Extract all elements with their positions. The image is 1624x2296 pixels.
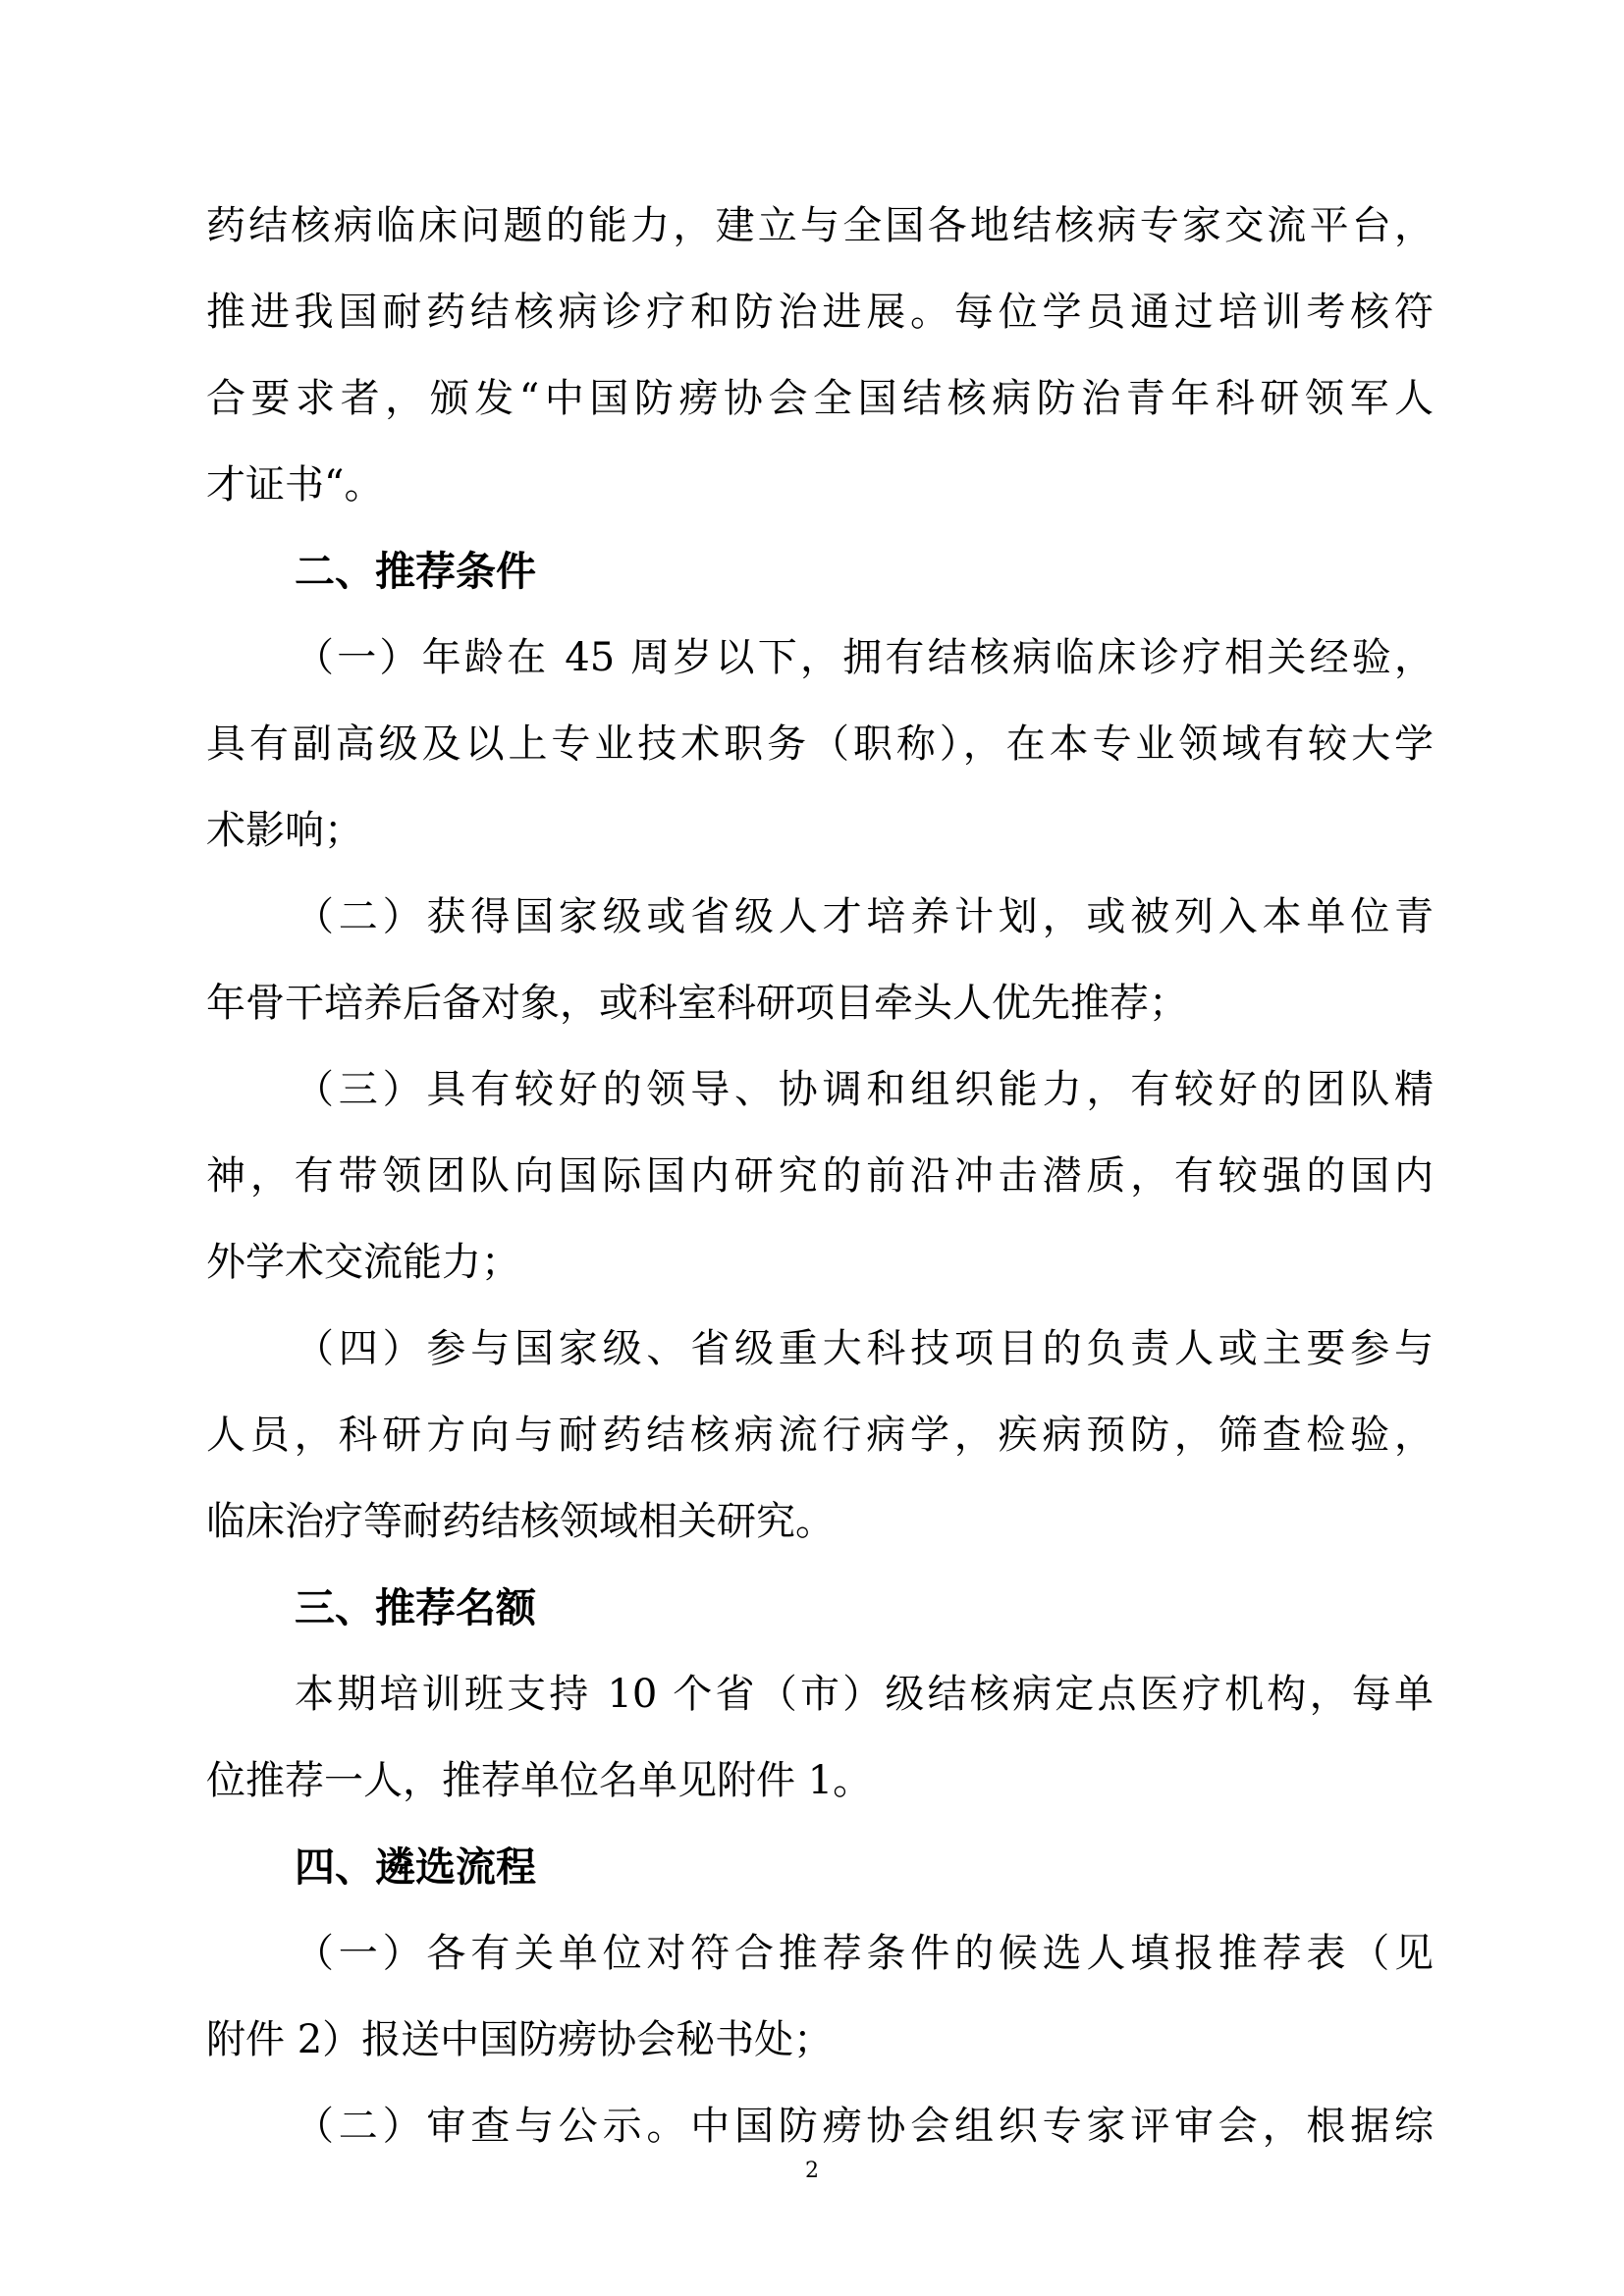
condition-2-line-1: （二）获得国家级或省级人才培养计划，或被列入本单位青 bbox=[295, 894, 1434, 939]
condition-1-line-3: 术影响； bbox=[206, 808, 363, 853]
condition-4-line-3: 临床治疗等耐药结核领域相关研究。 bbox=[206, 1499, 835, 1544]
continuation-line-4: 才证书“。 bbox=[206, 462, 384, 507]
section-heading-recommendation-conditions: 二、推荐条件 bbox=[295, 548, 536, 595]
condition-4-line-2: 人员，科研方向与耐药结核病流行病学，疾病预防，筛查检验， bbox=[206, 1413, 1434, 1458]
process-1-line-1: （一）各有关单位对符合推荐条件的候选人填报推荐表（见 bbox=[295, 1931, 1434, 1976]
condition-2-line-2: 年骨干培养后备对象，或科室科研项目牵头人优先推荐； bbox=[206, 981, 1188, 1026]
condition-1-line-1: （一）年龄在 45 周岁以下，拥有结核病临床诊疗相关经验， bbox=[295, 635, 1434, 680]
section-heading-recommendation-quota: 三、推荐名额 bbox=[295, 1584, 536, 1631]
quota-line-1: 本期培训班支持 10 个省（市）级结核病定点医疗机构，每单 bbox=[295, 1672, 1434, 1717]
condition-3-line-1: （三）具有较好的领导、协调和组织能力，有较好的团队精 bbox=[295, 1067, 1434, 1112]
page-number: 2 bbox=[805, 2159, 819, 2183]
condition-1-line-2: 具有副高级及以上专业技术职务（职称），在本专业领域有较大学 bbox=[206, 721, 1434, 767]
condition-3-line-3: 外学术交流能力； bbox=[206, 1240, 520, 1285]
condition-3-line-2: 神，有带领团队向国际国内研究的前沿冲击潜质，有较强的国内 bbox=[206, 1153, 1434, 1199]
continuation-line-2: 推进我国耐药结核病诊疗和防治进展。每位学员通过培训考核符 bbox=[206, 290, 1434, 335]
section-heading-selection-process: 四、遴选流程 bbox=[295, 1843, 536, 1891]
continuation-line-1: 药结核病临床问题的能力，建立与全国各地结核病专家交流平台， bbox=[206, 203, 1434, 248]
continuation-line-3: 合要求者，颁发“中国防痨协会全国结核病防治青年科研领军人 bbox=[206, 376, 1434, 421]
quota-line-2: 位推荐一人，推荐单位名单见附件 1。 bbox=[206, 1758, 873, 1803]
process-1-line-2: 附件 2）报送中国防痨协会秘书处； bbox=[206, 2017, 834, 2062]
condition-4-line-1: （四）参与国家级、省级重大科技项目的负责人或主要参与 bbox=[295, 1326, 1434, 1371]
process-2-line-1: （二）审查与公示。中国防痨协会组织专家评审会，根据综 bbox=[295, 2104, 1434, 2149]
